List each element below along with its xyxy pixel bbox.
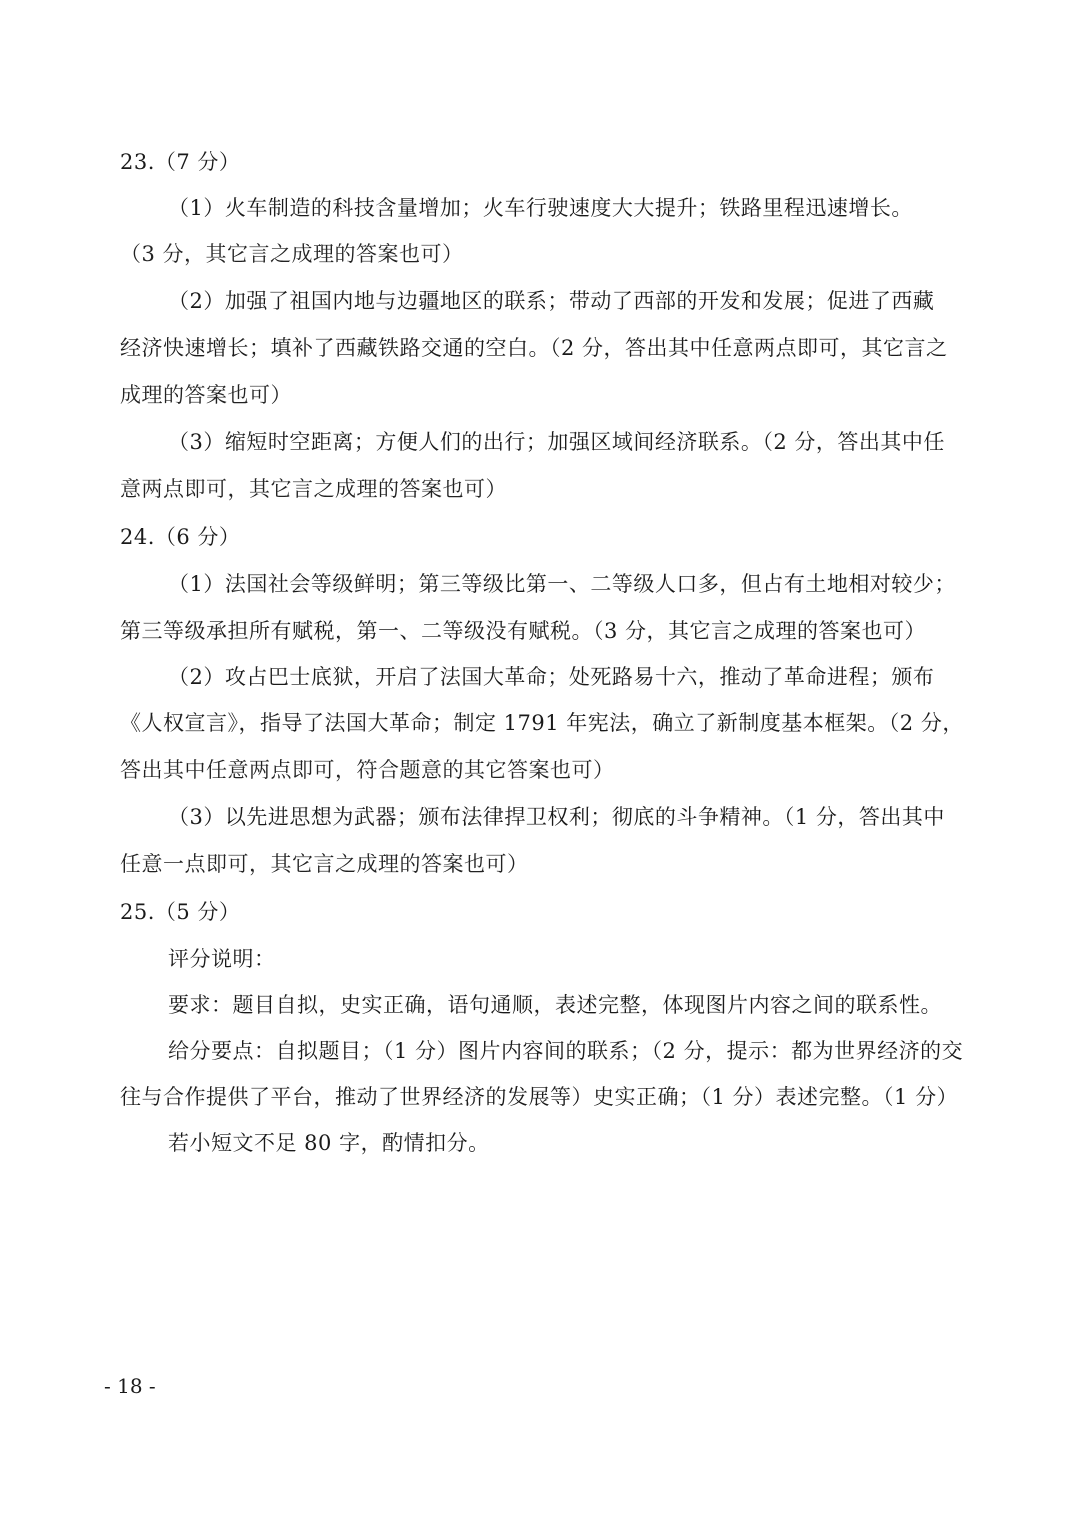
q24-part1: （1）法国社会等级鲜明；第三等级比第一、二等级人口多，但占有土地相对较少； (168, 572, 956, 596)
q24-part2: （2）攻占巴士底狱，开启了法国大革命；处死路易十六，推动了革命进程；颁布 (168, 665, 935, 689)
q24-part3-note: 任意一点即可，其它言之成理的答案也可） (120, 852, 529, 876)
q23-part2-note: 成理的答案也可） (120, 383, 292, 407)
q23-part3-note: 意两点即可，其它言之成理的答案也可） (120, 477, 507, 501)
page-number: - 18 - (104, 1374, 156, 1398)
q24-part3: （3）以先进思想为武器；颁布法律捍卫权利；彻底的斗争精神。（1 分，答出其中 (168, 805, 945, 829)
q24-part2-cont: 《人权宣言》，指导了法国大革命；制定 1791 年宪法，确立了新制度基本框架。（2 分， (120, 711, 964, 735)
q23-part1-note: （3 分，其它言之成理的答案也可） (120, 242, 464, 266)
q23-part2-cont: 经济快速增长；填补了西藏铁路交通的空白。（2 分，答出其中任意两点即可，其它言之 (120, 336, 948, 360)
q24-heading: 24.（6 分） (120, 525, 241, 549)
q23-part2: （2）加强了祖国内地与边疆地区的联系；带动了西部的开发和发展；促进了西藏 (168, 289, 935, 313)
q25-scoring-title: 评分说明： (168, 947, 276, 971)
q25-requirements: 要求：题目自拟，史实正确，语句通顺，表述完整，体现图片内容之间的联系性。 (168, 993, 942, 1017)
q25-points-cont: 往与合作提供了平台，推动了世界经济的发展等）史实正确；（1 分）表述完整。（1 分） (120, 1085, 959, 1109)
q23-heading: 23.（7 分） (120, 150, 241, 174)
q25-points: 给分要点：自拟题目；（1 分）图片内容间的联系；（2 分，提示：都为世界经济的交 (168, 1039, 964, 1063)
q23-part3: （3）缩短时空距离；方便人们的出行；加强区域间经济联系。（2 分，答出其中任 (168, 430, 945, 454)
q24-part1-cont: 第三等级承担所有赋税，第一、二等级没有赋税。（3 分，其它言之成理的答案也可） (120, 619, 927, 643)
q25-deduction-note: 若小短文不足 80 字，酌情扣分。 (168, 1131, 490, 1155)
q23-part1: （1）火车制造的科技含量增加；火车行驶速度大大提升；铁路里程迅速增长。 (168, 196, 913, 220)
q25-heading: 25.（5 分） (120, 900, 241, 924)
q24-part2-note: 答出其中任意两点即可，符合题意的其它答案也可） (120, 758, 615, 782)
